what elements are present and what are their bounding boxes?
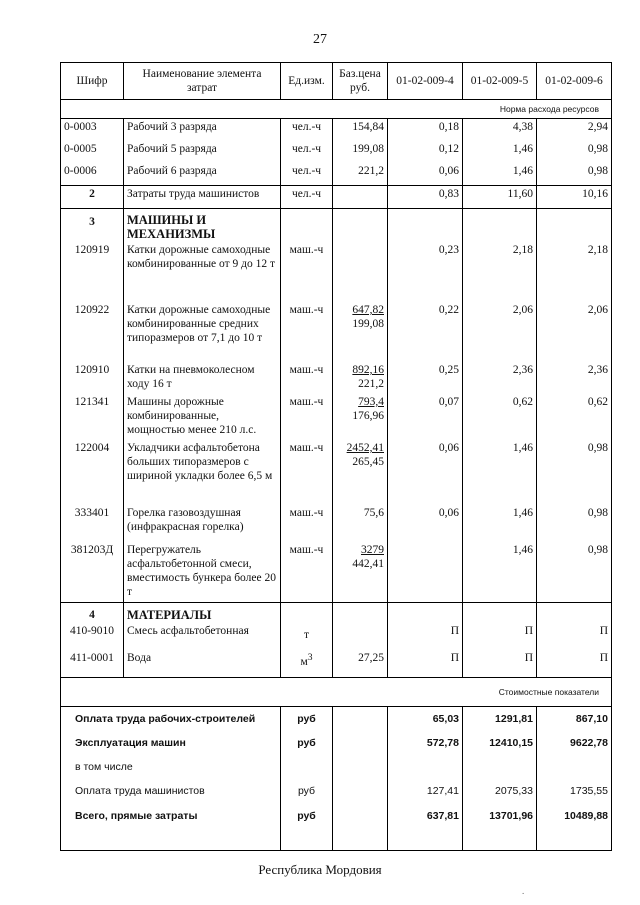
cost-v3: 9622,78 [537, 731, 612, 755]
table-row [61, 302, 612, 362]
cost-label: Оплата труда машинистов [61, 779, 281, 803]
cost-row [61, 803, 612, 851]
cell-name: Катки дорожные самоходные комбинированные средних типоразмеров от 7,1 до 10 т [124, 302, 281, 362]
cell-price: 154,84 [333, 119, 388, 142]
header-code: Шифр [61, 63, 124, 100]
header-row [61, 63, 612, 100]
cell-name: Перегружатель асфальтобетонной смеси, вместимость бункера более 20 т [124, 537, 281, 603]
table-row [61, 141, 612, 163]
cell-v2: 4,38 [463, 119, 537, 142]
cell-name: Катки дорожные самоходные комбинированные от 9 до 12 т [124, 242, 281, 302]
cell-name: Горелка газовоздушная (инфракрасная горелка) [124, 500, 281, 537]
cost-row [61, 707, 612, 732]
band-norm-row [61, 100, 612, 119]
cell-v3: 0,98 [537, 500, 612, 537]
table-row [61, 362, 612, 394]
cell-v3: 0,98 [537, 537, 612, 603]
band-cost-row [61, 678, 612, 707]
cost-row [61, 731, 612, 755]
table-row [61, 645, 612, 678]
cell-v1: П [388, 623, 463, 645]
price-top: 647,82 [352, 304, 384, 316]
materials-section-row [61, 603, 612, 624]
table-row [61, 163, 612, 186]
cell-v2: 0,62 [463, 394, 537, 440]
cell-v3: 2,18 [537, 242, 612, 302]
cell-unit: маш.-ч [281, 394, 333, 440]
cell-name: Укладчики асфальтобетона больших типоразмеров с шириной укладки более 6,5 м [124, 440, 281, 500]
resource-table [60, 62, 612, 851]
table-row [61, 394, 612, 440]
cell-code: 0-0006 [61, 163, 124, 186]
cell-v3: 0,62 [537, 394, 612, 440]
cost-v3: 1735,55 [537, 779, 612, 803]
header-base-price: Баз.цена руб. [333, 63, 388, 100]
cell-v1: 0,06 [388, 440, 463, 500]
cell-v2: 1,46 [463, 537, 537, 603]
cell-v1: 0,25 [388, 362, 463, 394]
cell-unit: маш.-ч [281, 362, 333, 394]
cell-name: Рабочий 3 разряда [124, 119, 281, 142]
cost-v1: 572,78 [388, 731, 463, 755]
cell-name: Машины дорожные комбинированные, мощностью менее 210 л.с. [124, 394, 281, 440]
footer-region: Республика Мордовия [258, 862, 382, 877]
cost-label: в том числе [61, 755, 281, 779]
cost-v2 [463, 755, 537, 779]
table-row [61, 623, 612, 645]
price-bottom: 442,41 [352, 558, 384, 570]
cell-unit: чел.-ч [281, 119, 333, 142]
cell-unit: чел.-ч [281, 186, 333, 209]
machinists-row [61, 186, 612, 209]
price-top: 793,4 [358, 396, 384, 408]
cell-unit: чел.-ч [281, 141, 333, 163]
price-bottom: 221,2 [358, 378, 384, 390]
cell-unit: маш.-ч [281, 440, 333, 500]
cost-unit: руб [281, 707, 333, 732]
cell-code: 410-9010 [61, 623, 124, 645]
footer-mark: . [522, 886, 525, 896]
cost-unit: руб [281, 731, 333, 755]
cell-v1: 0,07 [388, 394, 463, 440]
cell-name: Рабочий 6 разряда [124, 163, 281, 186]
cell-unit [281, 645, 333, 678]
cell-unit: маш.-ч [281, 302, 333, 362]
cell-v2: 1,46 [463, 500, 537, 537]
cell-v1: 0,23 [388, 242, 463, 302]
cell-code: 121341 [61, 394, 124, 440]
price-top: 3279 [361, 544, 384, 556]
cell-code: 120910 [61, 362, 124, 394]
cell-code: 0-0005 [61, 141, 124, 163]
cell-price [333, 362, 388, 394]
cost-v1 [388, 755, 463, 779]
cost-v2: 12410,15 [463, 731, 537, 755]
cell-v3: 2,06 [537, 302, 612, 362]
cost-v3 [537, 755, 612, 779]
cell-v2: П [463, 623, 537, 645]
cell-name: Катки на пневмоколесном ходу 16 т [124, 362, 281, 394]
section-code: 4 [61, 603, 124, 624]
unit-text: т [303, 628, 310, 641]
cell-price [333, 500, 388, 537]
cell-v1: 0,06 [388, 500, 463, 537]
cost-row [61, 755, 612, 779]
unit-sup: 3 [307, 652, 313, 663]
cell-price [333, 186, 388, 209]
cost-label: Оплата труда рабочих-строителей [61, 707, 281, 732]
cell-name: Рабочий 5 разряда [124, 141, 281, 163]
header-col2: 01-02-009-5 [463, 63, 537, 100]
machines-section-row [61, 209, 612, 243]
table-row [61, 440, 612, 500]
cell-v1: 0,22 [388, 302, 463, 362]
section-title: МАТЕРИАЛЫ [124, 603, 281, 624]
cell-code: 381203Д [61, 537, 124, 603]
cell-v2: 2,36 [463, 362, 537, 394]
cell-code: 0-0003 [61, 119, 124, 142]
cell-code: 411-0001 [61, 645, 124, 678]
cost-unit [281, 755, 333, 779]
cell-v3: 0,98 [537, 163, 612, 186]
cell-price [333, 537, 388, 603]
cell-code: 122004 [61, 440, 124, 500]
cost-unit: руб [281, 779, 333, 803]
cell-price [333, 302, 388, 362]
cost-v3: 867,10 [537, 707, 612, 732]
cell-code: 333401 [61, 500, 124, 537]
cell-price: 27,25 [333, 645, 388, 678]
cost-row [61, 779, 612, 803]
cell-v3: 10,16 [537, 186, 612, 209]
cell-v3: 2,94 [537, 119, 612, 142]
unit-text: м [300, 655, 308, 668]
cell-price [333, 623, 388, 645]
header-col1: 01-02-009-4 [388, 63, 463, 100]
cost-v2: 1291,81 [463, 707, 537, 732]
cell-unit [281, 623, 333, 645]
cell-v3: П [537, 645, 612, 678]
cell-v2: 1,46 [463, 141, 537, 163]
cell-v2: 1,46 [463, 440, 537, 500]
section-title: МАШИНЫ И МЕХАНИЗМЫ [124, 209, 281, 243]
cell-unit: маш.-ч [281, 500, 333, 537]
cost-v1: 637,81 [388, 803, 463, 851]
cost-v2: 13701,96 [463, 803, 537, 851]
cell-code: 120919 [61, 242, 124, 302]
cell-name: Вода [124, 645, 281, 678]
price-bottom: 75,6 [363, 507, 384, 519]
price-bottom: 199,08 [352, 318, 384, 330]
cell-v2: 2,18 [463, 242, 537, 302]
cell-v1: 0,83 [388, 186, 463, 209]
table-row [61, 500, 612, 537]
cell-unit: маш.-ч [281, 242, 333, 302]
header-col3: 01-02-009-6 [537, 63, 612, 100]
page-number: 27 [313, 32, 327, 47]
cell-v1: 0,12 [388, 141, 463, 163]
band-cost: Стоимостные показатели [61, 678, 612, 707]
cell-v3: 0,98 [537, 440, 612, 500]
section-code: 3 [61, 209, 124, 243]
cell-name: Затраты труда машинистов [124, 186, 281, 209]
cell-v2: П [463, 645, 537, 678]
price-bottom: 265,45 [352, 456, 384, 468]
cost-v1: 65,03 [388, 707, 463, 732]
cell-price: 199,08 [333, 141, 388, 163]
cell-v1: 0,18 [388, 119, 463, 142]
cell-unit: чел.-ч [281, 163, 333, 186]
cell-price: 221,2 [333, 163, 388, 186]
cell-v3: 2,36 [537, 362, 612, 394]
cell-price [333, 242, 388, 302]
header-unit: Ед.изм. [281, 63, 333, 100]
cell-code: 120922 [61, 302, 124, 362]
cell-price [333, 394, 388, 440]
price-bottom: 176,96 [352, 410, 384, 422]
cost-v1: 127,41 [388, 779, 463, 803]
cell-v3: 0,98 [537, 141, 612, 163]
table-row [61, 119, 612, 142]
cell-v2: 2,06 [463, 302, 537, 362]
table-row [61, 537, 612, 603]
table-row [61, 242, 612, 302]
price-top: 892,16 [352, 364, 384, 376]
cost-label: Всего, прямые затраты [61, 803, 281, 851]
cell-v2: 1,46 [463, 163, 537, 186]
cost-unit: руб [281, 803, 333, 851]
cell-v2: 11,60 [463, 186, 537, 209]
cell-code: 2 [61, 186, 124, 209]
cost-v2: 2075,33 [463, 779, 537, 803]
price-top: 2452,41 [346, 442, 384, 454]
cell-v3: П [537, 623, 612, 645]
cost-v3: 10489,88 [537, 803, 612, 851]
band-norm: Норма расхода ресурсов [61, 100, 612, 119]
header-name: Наименование элемента затрат [124, 63, 281, 100]
cell-unit: маш.-ч [281, 537, 333, 603]
cell-name: Смесь асфальтобетонная [124, 623, 281, 645]
cost-label: Эксплуатация машин [61, 731, 281, 755]
cell-v1 [388, 537, 463, 603]
cell-v1: 0,06 [388, 163, 463, 186]
cell-price [333, 440, 388, 500]
cell-v1: П [388, 645, 463, 678]
